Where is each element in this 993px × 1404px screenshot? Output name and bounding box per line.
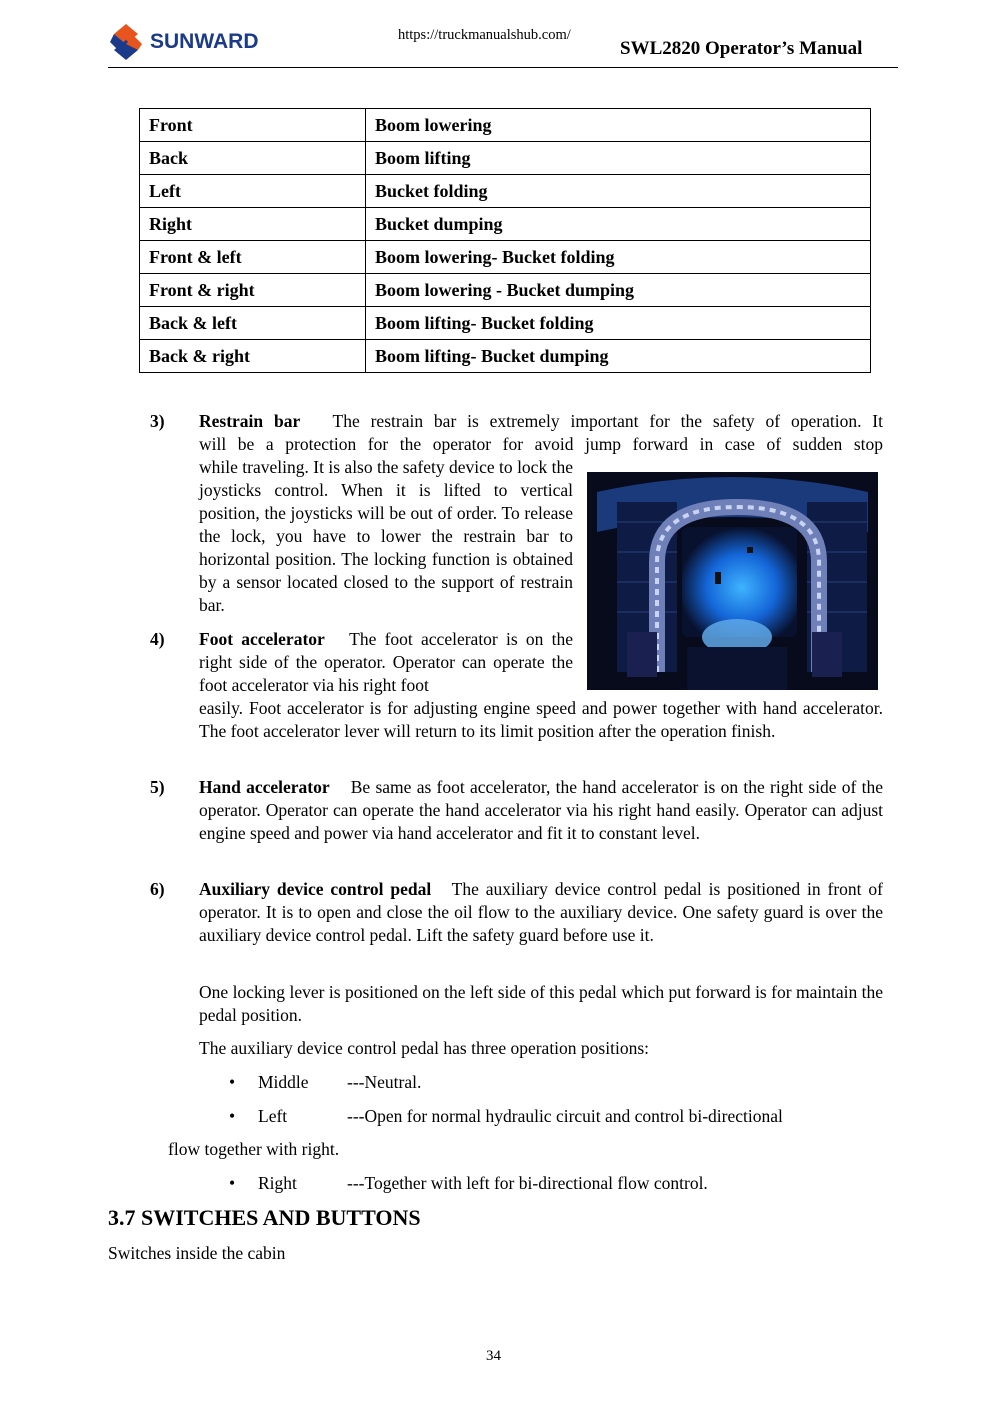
item-title: Auxiliary device control pedal (199, 879, 432, 899)
bullet-label: Middle (258, 1072, 309, 1092)
cabin-restrain-bar-image (587, 472, 878, 690)
bullet-text: ---Open for normal hydraulic circuit and control bi-directional (347, 1106, 783, 1126)
table-row (140, 340, 871, 373)
sunward-logo (108, 22, 268, 64)
table-row (140, 241, 871, 274)
table-row (140, 142, 871, 175)
table-cell: Back & right (140, 340, 366, 373)
manual-title: SWL2820 Operator’s Manual (620, 38, 863, 59)
item-text-narrow (199, 628, 573, 697)
item-line-1: The restrain bar is extremely important for the safety of operation. It (332, 411, 883, 431)
table-cell: Front & left (140, 241, 366, 274)
page-header (0, 0, 993, 70)
table-cell: Boom lowering (366, 109, 871, 142)
table-row (140, 109, 871, 142)
item-paragraph-3: The auxiliary device control pedal has three operation positions: (199, 1038, 649, 1058)
table-cell: Boom lifting (366, 142, 871, 175)
logo-text: SUNWARD (150, 30, 259, 53)
item-body: The auxiliary device control pedal is positioned in front of operator. It is to open and close the oil flow to the auxiliary device. One safety guard is over the auxiliary device control pedal. Lift the safety guard before use it. (199, 879, 883, 945)
page-number: 34 (486, 1348, 501, 1364)
bullet-label: Right (258, 1173, 297, 1193)
table-row (140, 175, 871, 208)
table-cell: Bucket dumping (366, 208, 871, 241)
joystick-operations-table (139, 108, 871, 373)
table-cell: Front & right (140, 274, 366, 307)
item-text-narrow: while traveling. It is also the safety device to lock the joysticks control. When it is lifted to vertical position, the joysticks will be out of order. To release the lock, you have to lower the restrain bar to horizontal position. The locking function is obtained by a sensor located closed to the support of restrain bar. (199, 457, 573, 615)
bullet-icon: • (229, 1072, 236, 1092)
table-cell: Back (140, 142, 366, 175)
item-number: 3) (150, 411, 165, 431)
item-text-wide: easily. Foot accelerator is for adjusting engine speed and power together with hand accelerator. The foot accelerator lever will return to its limit position after the operation finish. (199, 698, 883, 741)
restrain-bar-photo (587, 472, 878, 690)
item-number: 5) (150, 777, 165, 797)
item-line-2: will be a protection for the operator for avoid jump forward in case of sudden stop (199, 434, 883, 454)
item-text: The foot accelerator is on the right side of the operator. Operator can operate the foot accelerator via his right foot (199, 629, 573, 695)
source-url: https://truckmanualshub.com/ (398, 27, 571, 43)
item-title: Hand accelerator (199, 777, 330, 797)
bullet-icon: • (229, 1106, 236, 1126)
table-cell: Front (140, 109, 366, 142)
header-divider (108, 67, 898, 68)
item-text (199, 878, 883, 947)
table-cell: Boom lowering - Bucket dumping (366, 274, 871, 307)
table-row (140, 208, 871, 241)
item-title: Foot accelerator (199, 629, 325, 649)
sunward-logo-mark-icon (108, 22, 148, 64)
item-title: Restrain bar (199, 411, 301, 431)
bullet-label: Left (258, 1106, 288, 1126)
table-row (140, 274, 871, 307)
item-body: Be same as foot accelerator, the hand accelerator is on the right side of the operator. Operator can operate the hand accelerator via his right hand easily. Operator can adjust engine speed and power via hand accelerator and fit it to constant level. (199, 777, 884, 843)
table-cell: Left (140, 175, 366, 208)
item-text-wide (199, 410, 883, 456)
section-subtitle: Switches inside the cabin (108, 1243, 286, 1263)
bullet-icon: • (229, 1173, 236, 1193)
table-cell: Boom lowering- Bucket folding (366, 241, 871, 274)
item-paragraph-2: One locking lever is positioned on the left side of this pedal which put forward is for maintain the pedal position. (199, 982, 883, 1025)
item-number: 4) (150, 629, 165, 649)
item-text (199, 776, 883, 845)
table-row (140, 307, 871, 340)
item-number: 6) (150, 879, 165, 899)
bullet-text: ---Neutral. (347, 1072, 422, 1092)
section-title: 3.7 SWITCHES AND BUTTONS (108, 1205, 421, 1230)
table-cell: Boom lifting- Bucket folding (366, 307, 871, 340)
table-cell: Bucket folding (366, 175, 871, 208)
bullet-continuation: flow together with right. (168, 1139, 340, 1159)
table-cell: Right (140, 208, 366, 241)
bullet-text: ---Together with left for bi-directional flow control. (347, 1173, 708, 1193)
table-cell: Back & left (140, 307, 366, 340)
table-cell: Boom lifting- Bucket dumping (366, 340, 871, 373)
